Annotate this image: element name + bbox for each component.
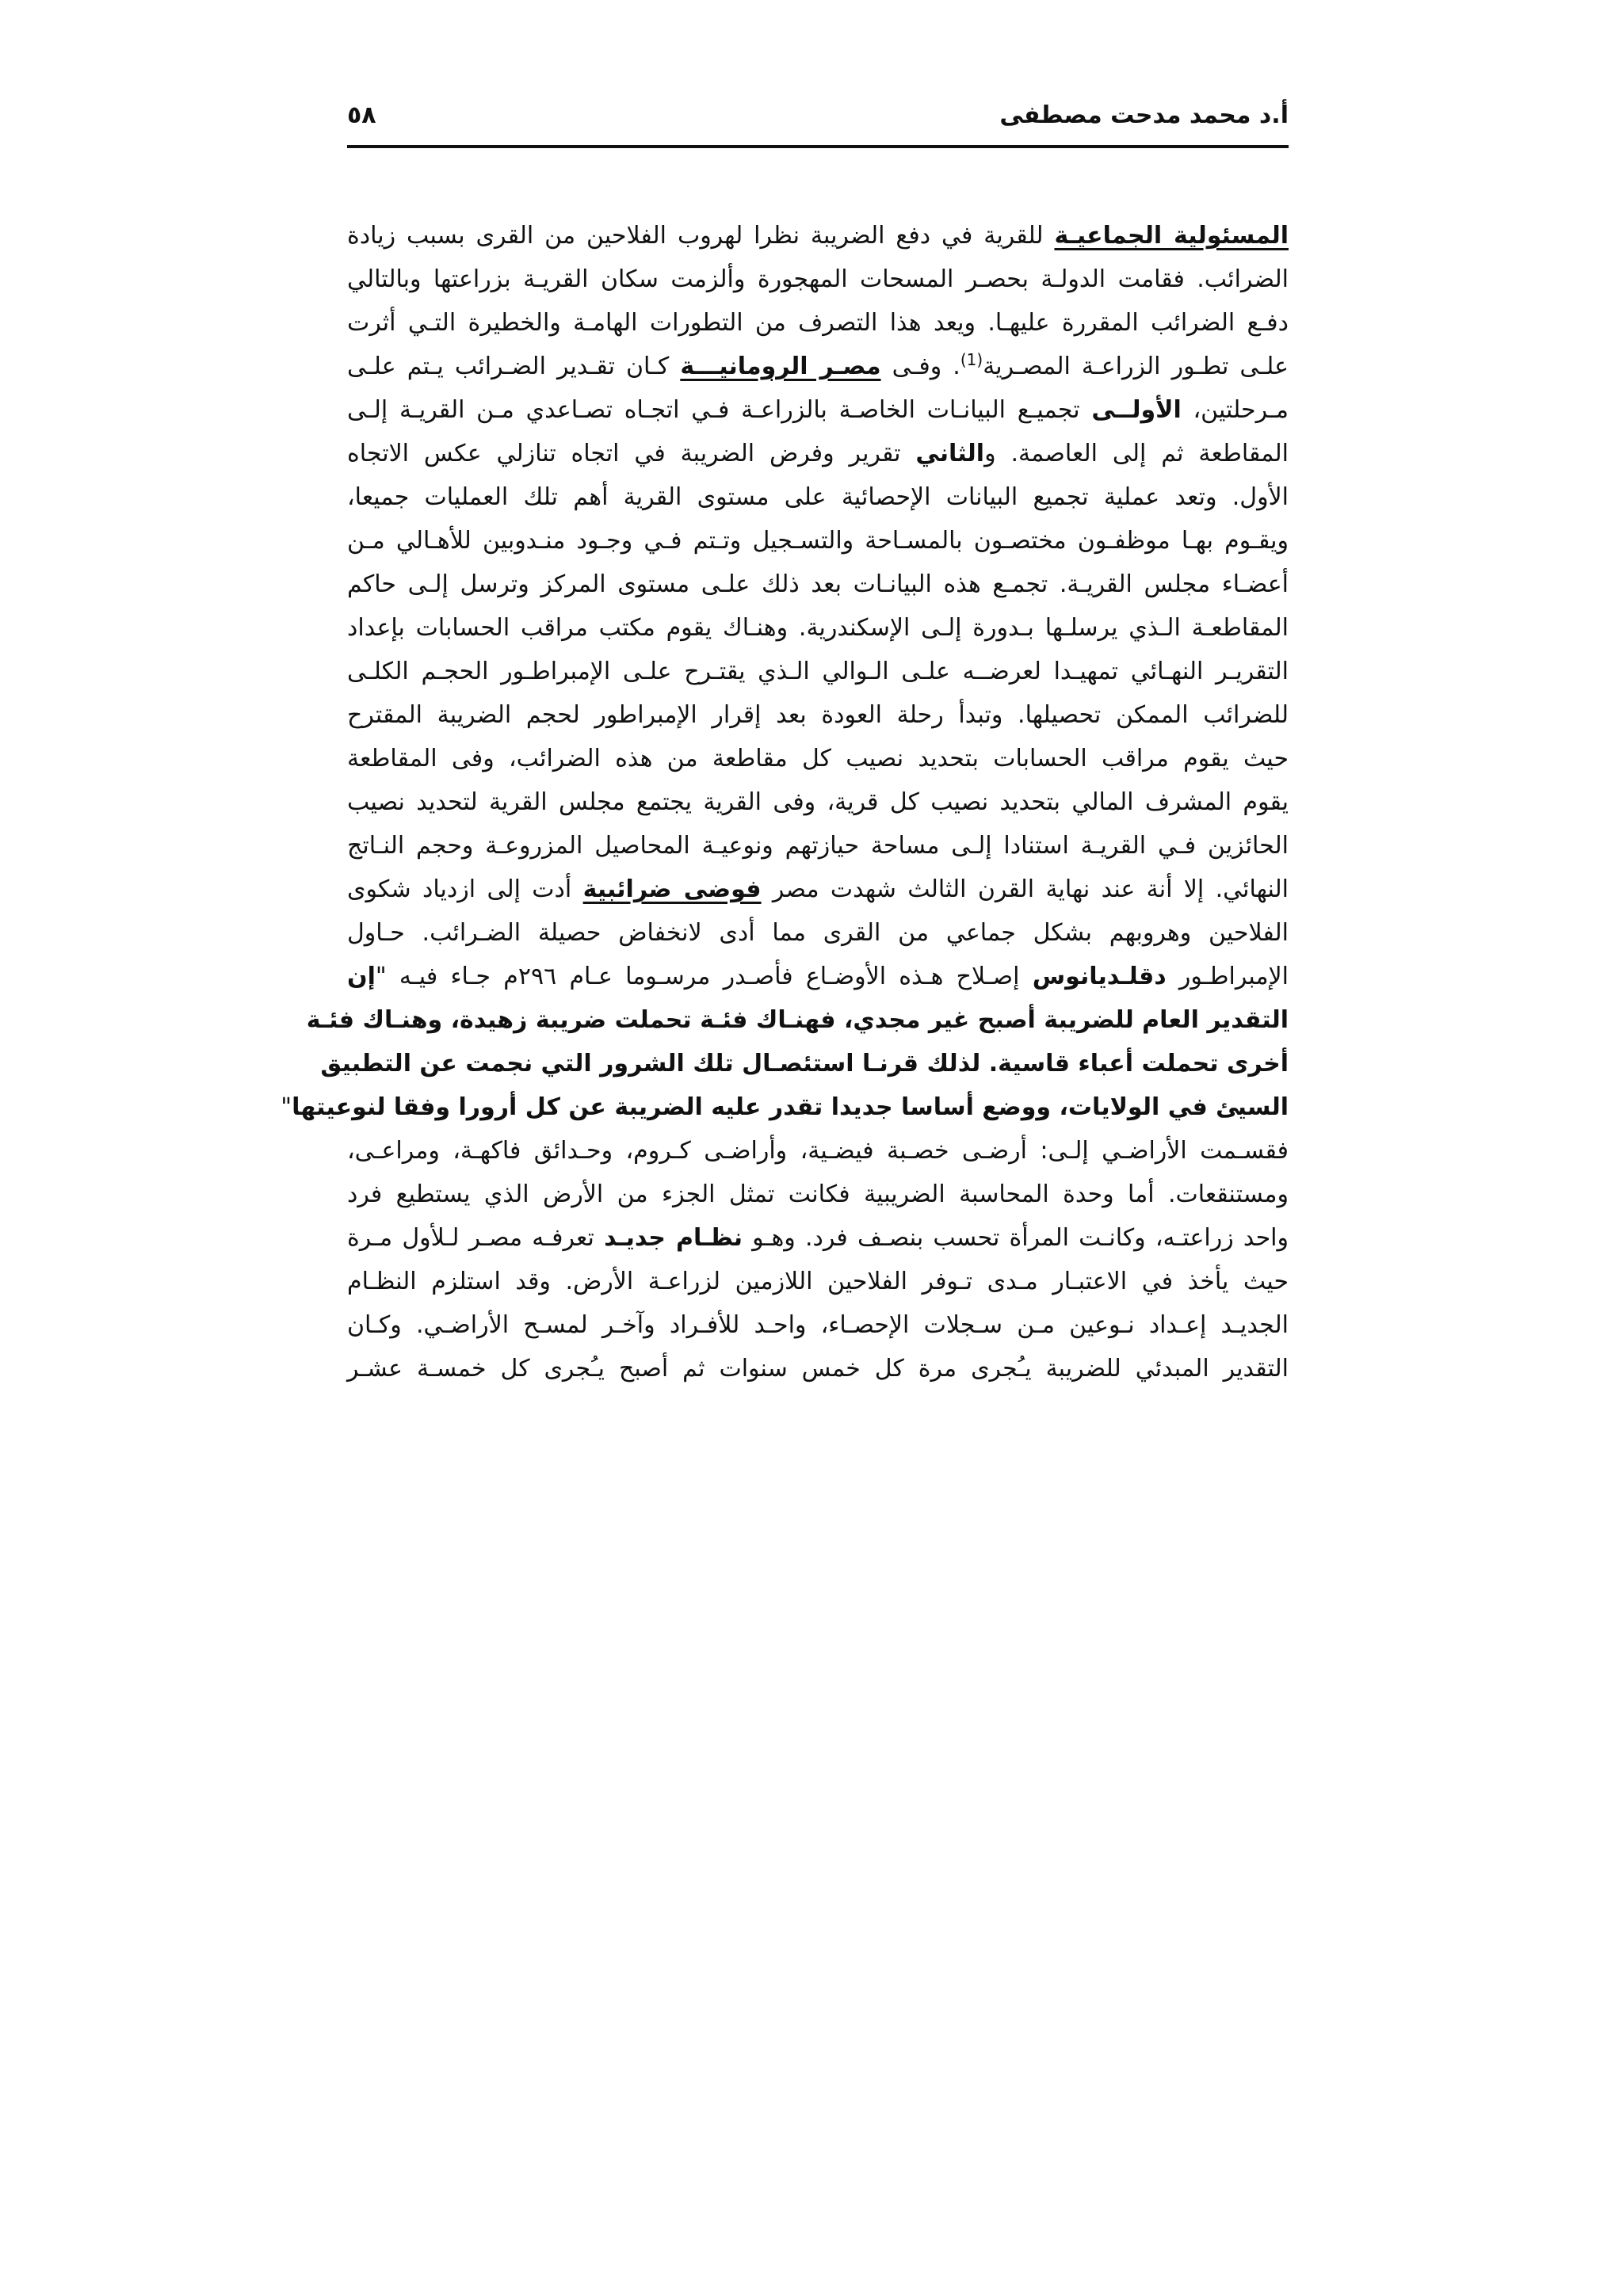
text-line-11: التقريـر النهـائي تمهيـدا لعرضــه علـى الـوالي الـذي يقتـرح علـى الإمبراطـور الحجـم الكلـى bbox=[347, 658, 1289, 685]
line-4-part-1: علـى تطـور الزراعـة المصـرية bbox=[983, 353, 1289, 380]
text-line-15: الحائزين فـي القريـة استنادا إلـى مساحة حيازتهم ونوعيـة المحاصيل المزروعـة وحجم النـاتج bbox=[347, 832, 1289, 860]
line-18-part-1: الإمبراطـور bbox=[1166, 963, 1289, 990]
text-line-4 bbox=[347, 345, 1289, 388]
page-number: ٥٨ bbox=[347, 101, 376, 129]
emphasis-diocletian: دقلـديانوس bbox=[1032, 963, 1167, 990]
line-24-part-3: تعرفـه مصـر لـلأول مـرة bbox=[347, 1224, 605, 1252]
text-line-2: الضرائب. فقامت الدولـة بحصـر المسحات المهجورة وألزمت سكان القريـة بزراعتها وبالتالي bbox=[347, 265, 1289, 293]
line-16-part-1: النهائي. إلا أنة عند نهاية القرن الثالث شهدت مصر bbox=[761, 875, 1289, 903]
body-text bbox=[281, 214, 1289, 1390]
text-line-3: دفـع الضرائب المقررة عليهـا. ويعد هذا التصرف من التطورات الهامـة والخطيرة التـي أثرت bbox=[347, 309, 1289, 337]
line-6-part-1: المقاطعة ثم إلى العاصمة. و bbox=[984, 440, 1289, 467]
header-author: أ.د محمد مدحت مصطفى bbox=[999, 101, 1289, 129]
text-line-17: الفلاحين وهروبهم بشكل جماعي من القرى مما أدى لانخفاض حصيلة الضـرائب. حـاول bbox=[347, 919, 1289, 947]
line-6-part-3: تقرير وفرض الضريبة في اتجاه تنازلي عكس الاتجاه bbox=[347, 440, 916, 467]
quote-start: إن bbox=[347, 963, 376, 990]
text-line-13: حيث يقوم مراقب الحسابات بتحديد نصيب كل مقاطعة من هذه الضرائب، وفى المقاطعة bbox=[347, 745, 1289, 772]
line-4-part-2: . وفـى bbox=[880, 353, 960, 380]
emphasis-collective-responsibility: المسئولية الجماعيـة bbox=[1054, 222, 1289, 250]
text-line-5 bbox=[347, 388, 1289, 432]
text-line-8: ويقـوم بهـا موظفـون مختصـون بالمسـاحة والتسـجيل وتـتم فـي وجـود منـدوبين للأهـالي مـن bbox=[347, 527, 1289, 555]
text-line-24 bbox=[347, 1216, 1289, 1260]
text-line-23: ومستنقعات. أما وحدة المحاسبة الضريبية فكانت تمثل الجزء من الأرض الذي يستطيع فرد bbox=[347, 1180, 1289, 1208]
line-1-rest: للقرية في دفع الضريبة نظرا لهروب الفلاحين من القرى بسبب زيادة bbox=[347, 222, 1055, 250]
header-rule bbox=[347, 145, 1289, 148]
emphasis-second: الثاني bbox=[915, 440, 985, 467]
text-line-7: الأول. وتعد عملية تجميع البيانات الإحصائية على مستوى القرية أهم تلك العمليات جميعا، bbox=[347, 483, 1289, 511]
text-line-16 bbox=[347, 868, 1289, 911]
text-line-27: التقدير المبدئي للضريبة يـُجرى مرة كل خمس سنوات ثم أصبح يـُجرى كل خمسـة عشـر bbox=[347, 1355, 1289, 1383]
emphasis-new-system: نظـام جديـد bbox=[604, 1224, 743, 1252]
line-5-part-3: تجميـع البيانـات الخاصـة بالزراعـة فـي اتجـاه تصـاعدي مـن القريـة إلـى bbox=[347, 396, 1092, 424]
text-line-22: فقسـمت الأراضـي إلـى: أرضـى خصـبة فيضـية، وأراضـى كـروم، وحـدائق فاكهـة، ومراعـى، bbox=[347, 1137, 1289, 1165]
quote-line-2: أخرى تحملت أعباء قاسية. لذلك قرنـا استئصـال تلك الشرور التي نجمت عن التطبيق bbox=[320, 1050, 1289, 1077]
text-line-1 bbox=[347, 214, 1289, 257]
quote-line-3: السيئ في الولايات، ووضع أساسا جديدا تقدر عليه الضريبة عن كل أرورا وفقا لنوعيتها bbox=[292, 1093, 1289, 1121]
quote-line-1: التقدير العام للضريبة أصبح غير مجدي، فهنـاك فئـة تحملت ضريبة زهيدة، وهنـاك فئـة bbox=[306, 1006, 1289, 1034]
line-4-part-4: كـان تقـدير الضـرائب يـتم علـى bbox=[347, 353, 681, 380]
emphasis-roman-egypt: مصـر الرومانيـــة bbox=[680, 353, 881, 380]
text-line-6 bbox=[347, 432, 1289, 475]
text-line-9: أعضـاء مجلس القريـة. تجمـع هذه البيانـات بعد ذلك علـى مستوى المركز وترسل إلـى حاكم bbox=[347, 570, 1289, 598]
text-line-26: الجديـد إعـداد نـوعين مـن سـجلات الإحصـاء، واحـد للأفـراد وآخـر لمسـح الأراضـي. وكـان bbox=[347, 1311, 1289, 1339]
text-line-21 bbox=[281, 1085, 1289, 1129]
quote-close-mark: " bbox=[281, 1093, 292, 1121]
line-16-part-3: أدت إلى ازدياد شكوى bbox=[347, 875, 583, 903]
text-line-18 bbox=[347, 955, 1289, 998]
emphasis-tax-chaos: فوضى ضرائبية bbox=[582, 875, 762, 903]
footnote-marker: (1) bbox=[960, 350, 983, 369]
text-line-12: للضرائب الممكن تحصيلها. وتبدأ رحلة العودة بعد إقرار الإمبراطور لحجم الضريبة المقترح bbox=[347, 701, 1289, 729]
text-line-10: المقاطعـة الـذي يرسلـها بـدورة إلـى الإسكندرية. وهنـاك يقوم مكتب مراقب الحسابات بإعداد bbox=[347, 614, 1289, 642]
text-line-25: حيث يأخذ في الاعتبـار مـدى تـوفر الفلاحين اللازمين لزراعـة الأرض. وقد استلزم النظـام bbox=[347, 1268, 1289, 1295]
emphasis-first: الأولــى bbox=[1091, 396, 1182, 424]
text-line-14: يقوم المشرف المالي بتحديد نصيب كل قرية، وفى القرية يجتمع مجلس القرية لتحديد نصيب bbox=[347, 788, 1289, 816]
line-18-part-3: إصـلاح هـذه الأوضـاع فأصـدر مرسـوما عـام ٢٩٦م جـاء فيـه " bbox=[375, 963, 1033, 990]
line-24-part-1: واحد زراعتـه، وكانـت المرأة تحسب بنصـف فرد. وهـو bbox=[742, 1224, 1289, 1252]
page-header bbox=[347, 93, 1289, 147]
line-5-part-1: مـرحلتين، bbox=[1181, 396, 1289, 424]
